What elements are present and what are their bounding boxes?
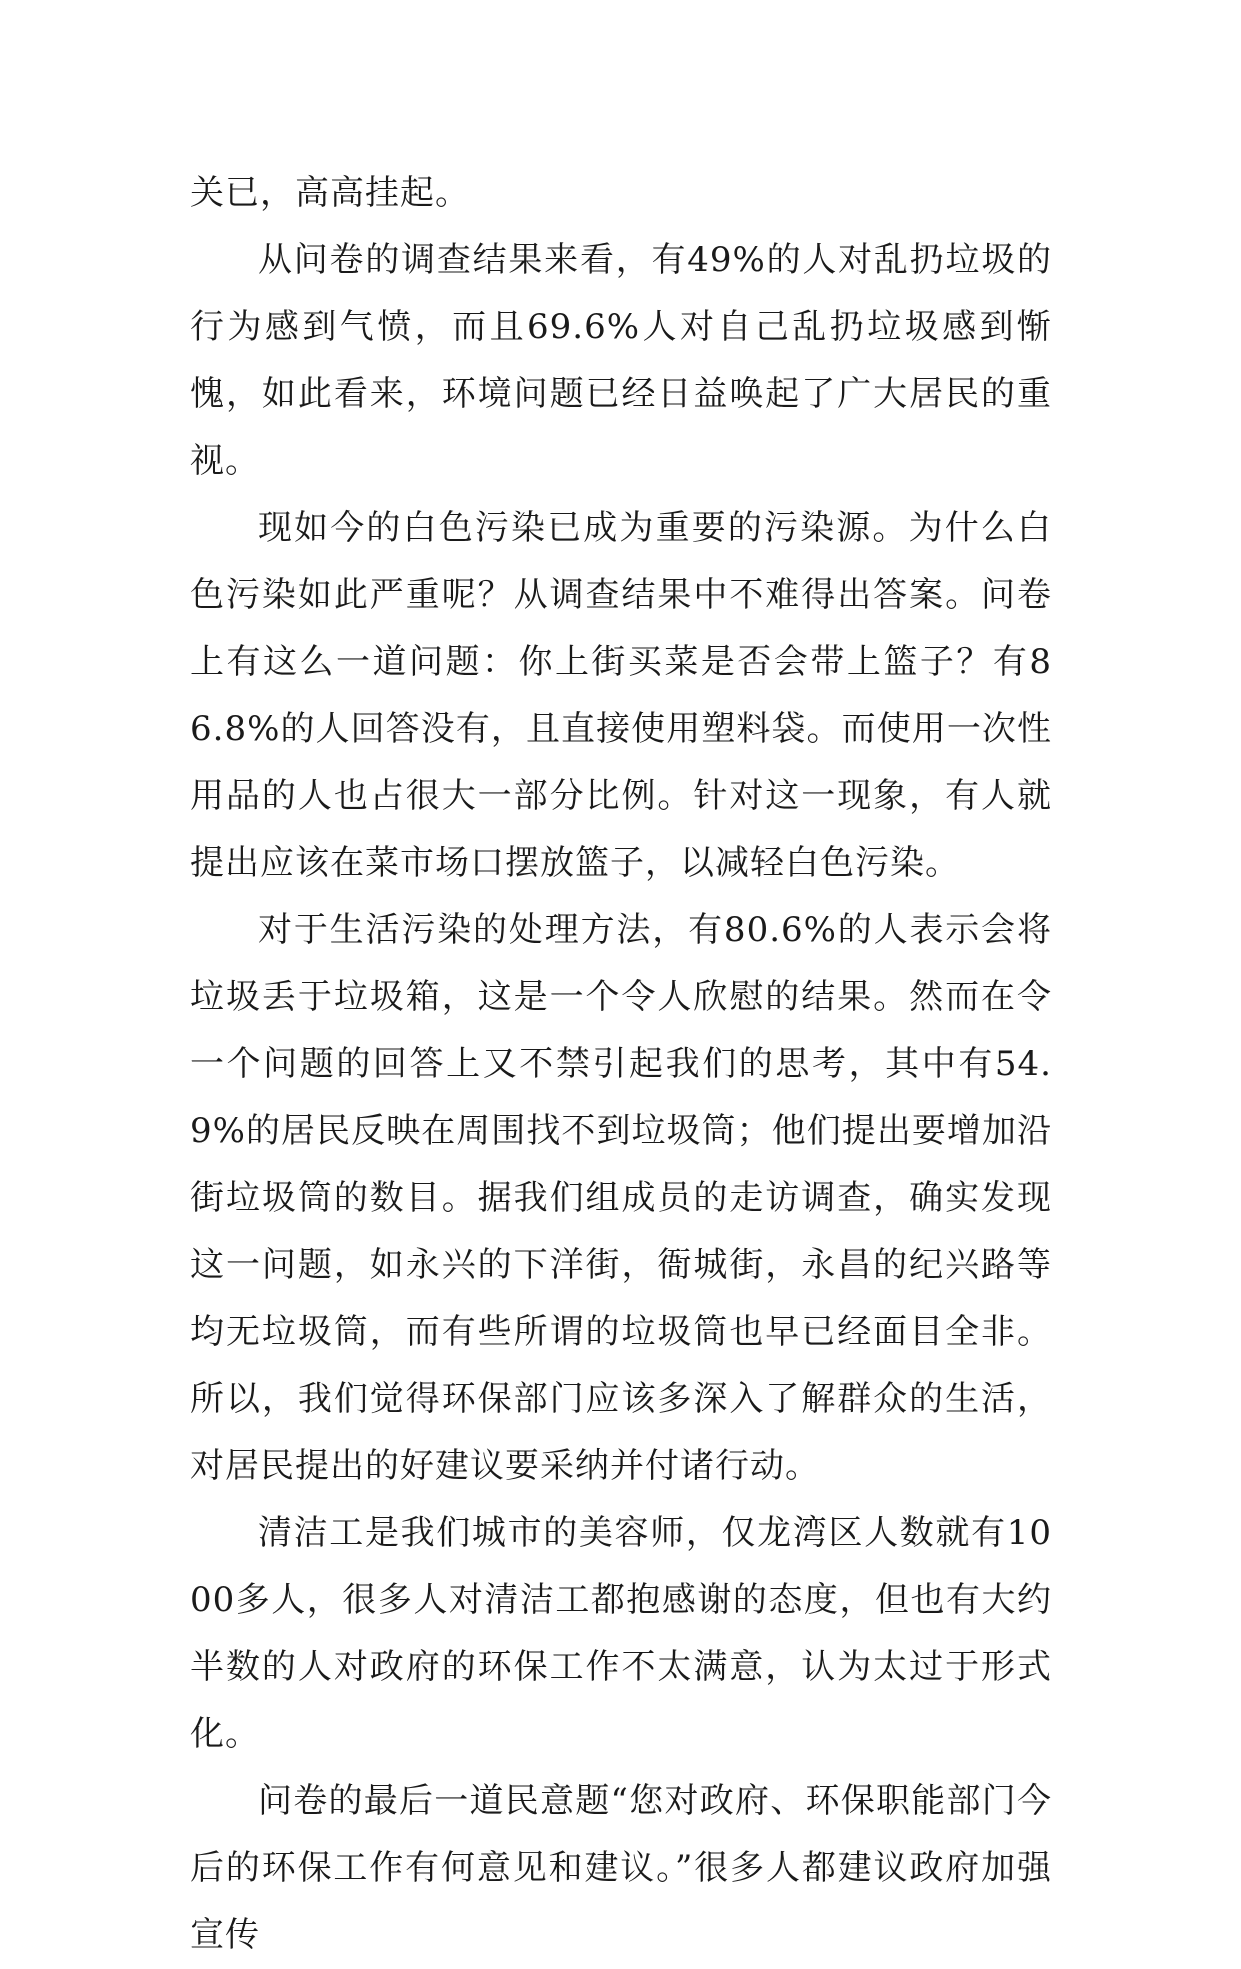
paragraph-continuation: 关已，高高挂起。: [190, 173, 470, 213]
paragraph-cleaners: 清洁工是我们城市的美容师，仅龙湾区人数就有1000多人，很多人对清洁工都抱感谢的态度，但也有大约半数的人对政府的环保工作不太满意，认为太过于形式化。: [190, 1513, 1052, 1754]
paragraph-white-pollution: 现如今的白色污染已成为重要的污染源。为什么白色污染如此严重呢？从调查结果中不难得出答案。问卷上有这么一道问题：你上街买菜是否会带上篮子？有86.8%的人回答没有，且直接使用塑料袋。而使用一次性用品的人也占很大一部分比例。针对这一现象，有人就提出应该在菜市场口摆放篮子，以减轻白色污染。: [190, 508, 1052, 883]
paragraph-final-question: 问卷的最后一道民意题“您对政府、环保职能部门今后的环保工作有何意见和建议。”很多人都建议政府加强宣传: [190, 1781, 1052, 1955]
document-page: [190, 160, 1052, 1969]
paragraph-survey-results: 从问卷的调查结果来看，有49%的人对乱扔垃圾的行为感到气愤，而且69.6%人对自己乱扔垃圾感到惭愧，如此看来，环境问题已经日益唤起了广大居民的重视。: [190, 240, 1052, 481]
paragraph-waste-disposal: 对于生活污染的处理方法，有80.6%的人表示会将垃圾丢于垃圾箱，这是一个令人欣慰的结果。然而在令一个问题的回答上又不禁引起我们的思考，其中有54.9%的居民反映在周围找不到垃圾筒；他们提出要增加沿街垃圾筒的数目。据我们组成员的走访调查，确实发现这一问题，如永兴的下洋街，衙城街，永昌的纪兴路等均无垃圾筒，而有些所谓的垃圾筒也早已经面目全非。所以，我们觉得环保部门应该多深入了解群众的生活，对居民提出的好建议要采纳并付诸行动。: [190, 910, 1052, 1486]
